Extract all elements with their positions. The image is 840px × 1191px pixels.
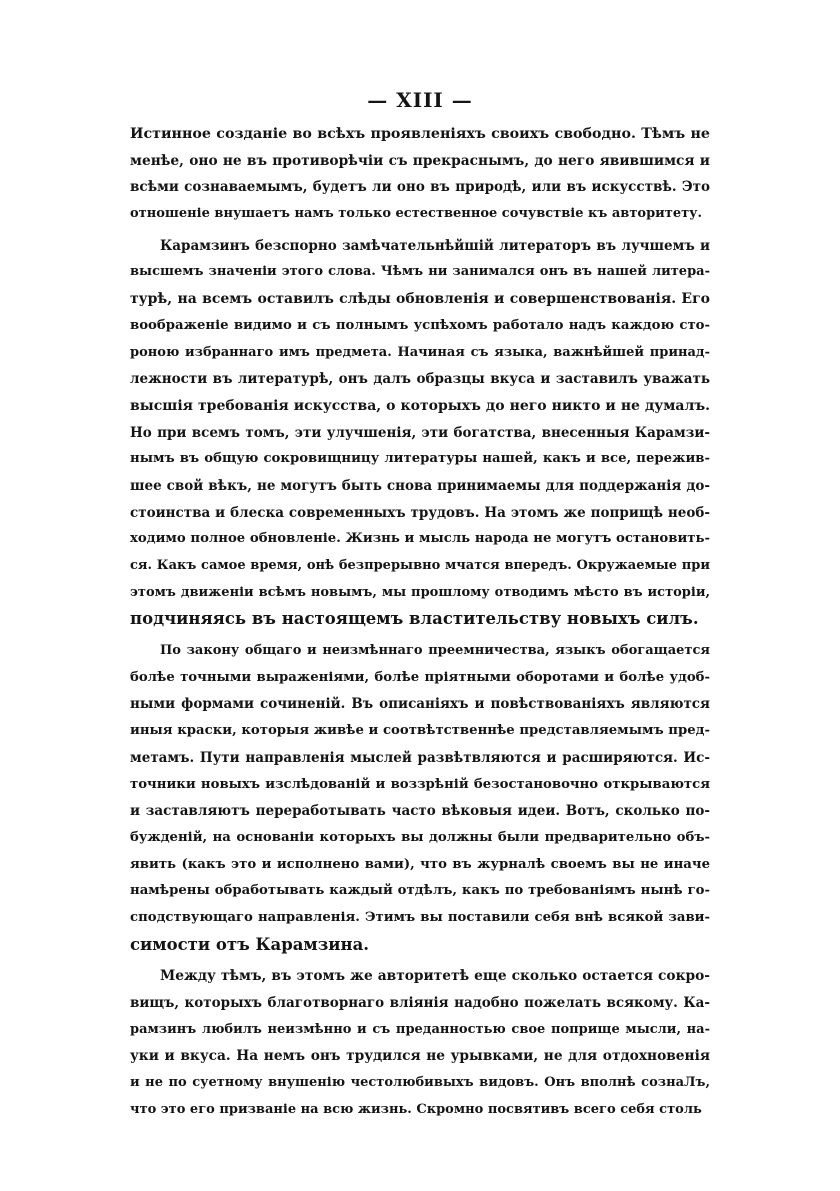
text-line: По закону общаго и неизмѣннаго преемничества, языкъ обогащается <box>160 643 710 659</box>
text-line: высшемъ значеніи этого слова. Чѣмъ ни занимался онъ въ нашей литера- <box>130 264 710 280</box>
text-line: Но при всемъ томъ, эти улучшенія, эти богатства, внесенныя Карамзи- <box>130 424 710 441</box>
text-line: рамзинъ любилъ неизмѣнно и съ преданностью свое поприще мысли, на- <box>130 1021 710 1037</box>
text-line: шее свой вѣкъ, не могутъ быть снова принимаемы для поддержанія до- <box>130 477 710 494</box>
text-line: воображеніе видимо и съ полнымъ успѣхомъ работало надъ каждою сто- <box>130 317 710 333</box>
text-line: и не по суетному внушенію честолюбивыхъ видовъ. Онъ вполнѣ сознаЛъ, <box>130 1075 710 1091</box>
text-line: подчиняясь въ настоящемъ властительству новыхъ силъ. <box>130 609 699 629</box>
paragraph <box>130 638 710 958</box>
text-line: что это его призваніе на всю жизнь. Скромно посвятивъ всего себя столь <box>130 1101 702 1117</box>
text-line: Истинное созданіе во всѣхъ проявленіяхъ своихъ свободно. Тѣмъ не <box>130 126 710 142</box>
text-line: намѣрены обработывать каждый отдѣлъ, какъ по требованіямъ нынѣ го- <box>130 883 710 899</box>
text-line: ся. Какъ самое время, онѣ безпрерывно мчатся впередъ. Окружаемые при <box>130 558 710 573</box>
text-line: вищъ, которыхъ благотворнаго вліянія надобно пожелать всякому. Ка- <box>130 995 710 1011</box>
text-line: роною избраннаго имъ предмета. Начиная съ языка, важнѣйшей принад- <box>130 344 710 360</box>
text-line: симости отъ Карамзина. <box>130 934 370 954</box>
paragraph <box>130 121 710 228</box>
text-line: нымъ въ общую сокровищницу литературы нашей, какъ и все, пережив- <box>130 451 710 467</box>
text-line: бужденій, на основаніи которыхъ вы должны были предварительно объ- <box>130 829 710 845</box>
page-body-text <box>130 121 710 1123</box>
text-line: этомъ движеніи всѣмъ новымъ, мы прошлому отводимъ мѣсто въ исторіи, <box>130 584 710 600</box>
paragraph <box>130 963 710 1123</box>
text-line: сподствующаго направленія. Этимъ вы поставили себя внѣ всякой зави- <box>130 909 710 925</box>
text-line: отношеніе внушаетъ намъ только естественное сочувствіе къ авторитету. <box>130 206 703 222</box>
text-line: лежности въ литературѣ, онъ далъ образцы вкуса и заставилъ уважать <box>130 371 710 388</box>
text-line: Карамзинъ безспорно замѣчательнѣйшій литераторъ въ лучшемъ и <box>160 237 710 254</box>
text-line: ными формами сочиненій. Въ описаніяхъ и повѣствованіяхъ являются <box>130 696 710 713</box>
text-line: метамъ. Пути направленія мыслей развѣтвляются и расширяются. Ис- <box>130 749 710 766</box>
paragraph <box>130 233 710 633</box>
text-line: менѣе, оно не въ противорѣчіи съ прекраснымъ, до него явившимся и <box>130 152 710 169</box>
text-line: иныя краски, которыя живѣе и соотвѣтственнѣе представляемымъ пред- <box>130 723 710 739</box>
text-line: Между тѣмъ, въ этомъ же авторитетѣ еще сколько остается сокро- <box>160 968 710 985</box>
text-line: болѣе точными выраженіями, болѣе пріятными оборотами и болѣе удоб- <box>130 669 710 685</box>
page-number: — XIII — <box>367 88 473 112</box>
text-line: турѣ, на всемъ оставилъ слѣды обновленія и совершенствованія. Его <box>130 291 710 308</box>
text-line: уки и вкуса. На немъ онъ трудился не урывками, не для отдохновенія <box>130 1048 710 1065</box>
text-line: стоинства и блеска современныхъ трудовъ. На этомъ же поприщѣ необ- <box>130 504 710 521</box>
text-line: явить (какъ это и исполнено вами), что въ журналѣ своемъ вы не иначе <box>130 856 710 872</box>
text-line: и заставляютъ переработывать часто вѣковыя идеи. Вотъ, сколько по- <box>130 803 710 820</box>
text-line: всѣми сознаваемымъ, будетъ ли оно въ природѣ, или въ искусствѣ. Это <box>130 179 710 196</box>
text-line: высшія требованія искусства, о которыхъ до него никто и не думалъ. <box>130 397 710 414</box>
text-line: точники новыхъ изслѣдованій и воззрѣній безостановочно открываются <box>130 776 710 792</box>
text-line: ходимо полное обновленіе. Жизнь и мысль народа не могутъ остановить- <box>130 531 710 547</box>
